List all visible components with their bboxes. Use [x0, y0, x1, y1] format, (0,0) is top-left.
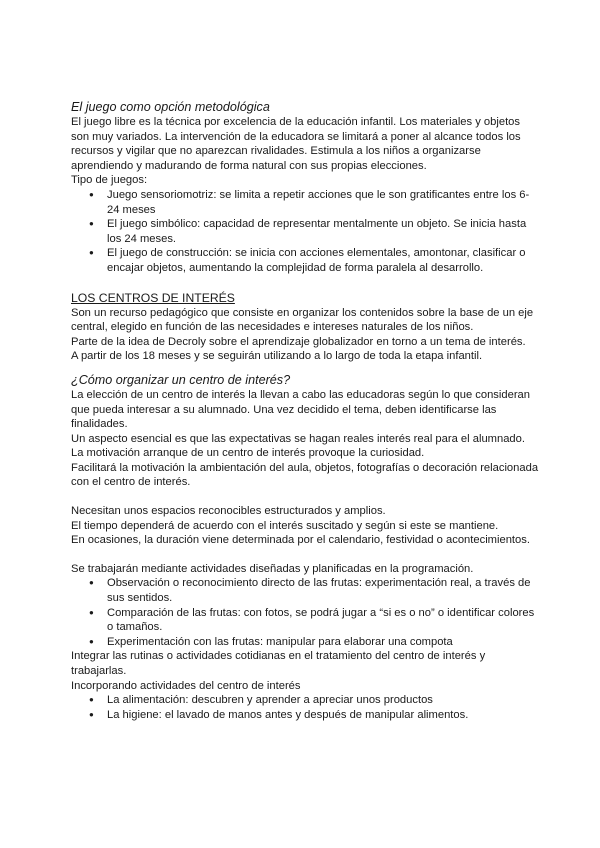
paragraph: Se trabajarán mediante actividades diseñadas y planificadas en la programación.: [71, 562, 474, 575]
paragraph: El juego libre es la técnica por excelencia de la educación infantil. Los materiales y objetos son muy variados. La intervención de la educadora se limitará a poner al alcance todos los recursos y vigilar que no aparezcan rivalidades. Estimula a los niños a organizarse aprendiendo y madurando de forma natural con sus propias elecciones.: [71, 116, 521, 172]
game-types-list: [71, 188, 541, 276]
list-item: ● Observación o reconocimiento directo de las frutas: experimentación real, a través de sus sentidos.: [71, 576, 541, 605]
list-item: ● La higiene: el lavado de manos antes y después de manipular alimentos.: [71, 708, 541, 723]
list-item: ● El juego de construcción: se inicia con acciones elementales, amontonar, clasificar o encajar objetos, aumentando la complejidad de forma paralela al desarrollo.: [71, 246, 541, 275]
paragraph: Incorporando actividades del centro de interés: [71, 679, 301, 692]
list-item: ● El juego simbólico: capacidad de representar mentalmente un objeto. Se inicia hasta los 24 meses.: [71, 217, 541, 246]
paragraph: Un aspecto esencial es que las expectativas se hagan reales interés real para el alumnado.: [71, 432, 525, 445]
paragraph: La motivación arranque de un centro de interés provoque la curiosidad.: [71, 447, 425, 460]
paragraph: Son un recurso pedagógico que consiste en organizar los contenidos sobre la base de un eje central, elegido en función de las necesidades e intereses naturales de los niños.: [71, 306, 534, 334]
paragraph: A partir de los 18 meses y se seguirán utilizando a lo largo de toda la etapa infantil.: [71, 350, 483, 363]
paragraph: En ocasiones, la duración viene determinada por el calendario, festividad o acontecimientos.: [71, 534, 530, 547]
paragraph: Facilitará la motivación la ambientación del aula, objetos, fotografías o decoración relacionada con el centro de interés.: [71, 461, 539, 489]
paragraph: Necesitan unos espacios reconocibles estructurados y amplios.: [71, 505, 386, 518]
paragraph: Parte de la idea de Decroly sobre el aprendizaje globalizador en torno a un tema de interés.: [71, 335, 526, 348]
list-item: ● Experimentación con las frutas: manipular para elaborar una compota: [71, 635, 541, 650]
paragraph: El tiempo dependerá de acuerdo con el interés suscitado y según si este se mantiene.: [71, 519, 499, 532]
paragraph: Integrar las rutinas o actividades cotidianas en el tratamiento del centro de interés y trabajarlas.: [71, 650, 486, 677]
activities-list: [71, 576, 541, 649]
list-item: ● La alimentación: descubren y aprender a apreciar unos productos: [71, 693, 541, 708]
section-heading-centros: LOS CENTROS DE INTERÉS: [71, 290, 235, 305]
list-item: ● Comparación de las frutas: con fotos, se podrá jugar a “si es o no” o identificar colores o tamaños.: [71, 606, 541, 635]
document-body: [71, 99, 541, 722]
routines-list: [71, 693, 541, 722]
paragraph: La elección de un centro de interés la llevan a cabo las educadoras según lo que consideran que pueda interesar a su alumnado. Una vez decidido el tema, deben identificarse las finalidades.: [71, 388, 530, 431]
paragraph: Tipo de juegos:: [71, 174, 148, 187]
section-heading-juego: El juego como opción metodológica: [71, 100, 270, 114]
list-item: ● Juego sensoriomotriz: se limita a repetir acciones que le son gratificantes entre los 6-24 meses: [71, 188, 541, 217]
section-heading-organizar: ¿Cómo organizar un centro de interés?: [71, 372, 291, 387]
